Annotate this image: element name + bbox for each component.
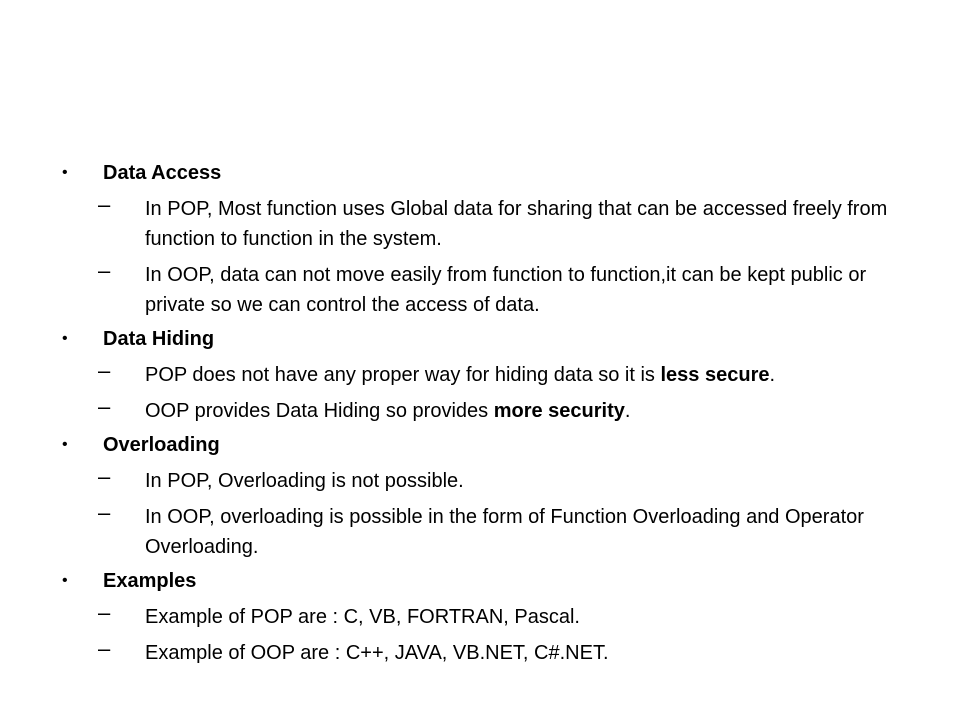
- list-item-text: In POP, Most function uses Global data for sharing that can be accessed freely from function to function in the system.: [145, 198, 888, 250]
- dash-icon: –: [98, 258, 111, 283]
- dash-icon: –: [98, 636, 111, 661]
- list-item-text: In POP, Overloading is not possible.: [145, 470, 464, 492]
- emphasis-text: less secure: [660, 364, 770, 386]
- dash-icon: –: [98, 394, 111, 419]
- section-heading: Overloading: [103, 434, 220, 456]
- dash-icon: –: [98, 500, 111, 525]
- list-item-text: OOP provides Data Hiding so provides: [145, 400, 494, 422]
- list-item: [62, 194, 922, 254]
- list-item-text-end: .: [769, 364, 776, 386]
- list-item: [62, 502, 922, 562]
- dash-icon: –: [98, 192, 111, 217]
- section-heading: Data Hiding: [103, 328, 215, 350]
- list-item: [62, 466, 922, 496]
- list-item: [62, 260, 922, 320]
- list-item-text: POP does not have any proper way for hiding data so it is: [145, 364, 661, 386]
- list-item: [62, 638, 922, 668]
- section-overloading: [62, 430, 922, 460]
- bullet-icon: •: [62, 572, 68, 589]
- list-item-text: Example of POP are : C, VB, FORTRAN, Pascal.: [145, 606, 580, 628]
- dash-icon: –: [98, 600, 111, 625]
- list-item: [62, 602, 922, 632]
- list-item: [62, 360, 922, 390]
- section-data-access: [62, 158, 922, 188]
- list-item-text: In OOP, overloading is possible in the form of Function Overloading and Operator Overloading.: [145, 506, 864, 558]
- section-examples: [62, 566, 922, 596]
- list-item-text: In OOP, data can not move easily from function to function,it can be kept public or private so we can control the access of data.: [145, 264, 867, 316]
- list-item: [62, 396, 922, 426]
- emphasis-text: more security: [493, 400, 625, 422]
- dash-icon: –: [98, 464, 111, 489]
- bullet-icon: •: [62, 330, 68, 347]
- section-heading: Examples: [103, 570, 197, 592]
- section-heading: Data Access: [103, 162, 222, 184]
- list-item-text: Example of OOP are : C++, JAVA, VB.NET, C#.NET.: [145, 642, 609, 664]
- dash-icon: –: [98, 358, 111, 383]
- bullet-icon: •: [62, 164, 68, 181]
- bullet-list: [62, 158, 922, 668]
- list-item-text-end: .: [624, 400, 631, 422]
- bullet-icon: •: [62, 436, 68, 453]
- section-data-hiding: [62, 324, 922, 354]
